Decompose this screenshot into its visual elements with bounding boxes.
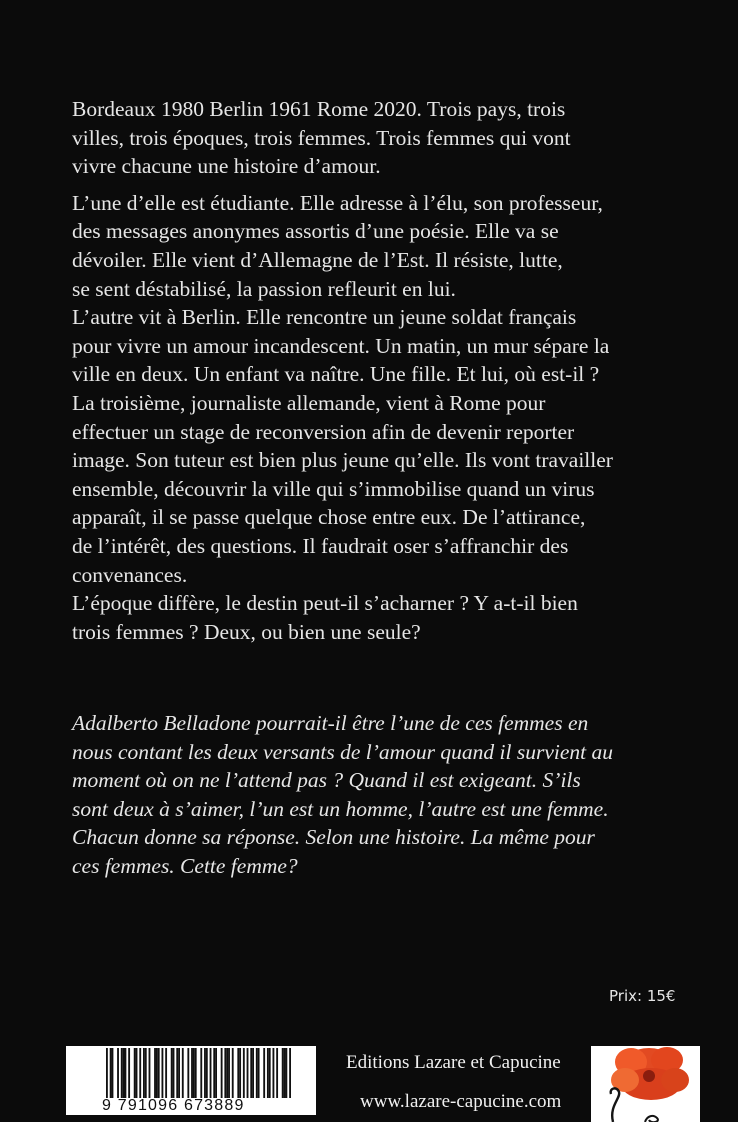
barcode-bar [128, 1048, 130, 1098]
barcode-bars [106, 1048, 296, 1098]
barcode-bar [158, 1048, 160, 1098]
barcode-bar [284, 1048, 286, 1098]
barcode-bar [243, 1048, 245, 1098]
synopsis-paragraph: L’une d’elle est étudiante. Elle adresse à l’élu, son professeur, des messages anonymes assortis d’une poésie. Elle va se dévoiler. Elle vient d’Allemagne de l’Est. Il résiste, lutte, se sent déstabilisé, la passion refleurit en lui. L’autre vit à Berlin. Elle rencontre un jeune soldat français pour vivre un amour incandescent. Un matin, un mur sépare la ville en deux. Un enfant va naître. Une fille. Et lui, où est-il ? La troisième, journaliste allemande, vient à Rome pour effectuer un stage de reconversion afin de devenir reporter image. Son tuteur est bien plus jeune qu’elle. Ils vont travailler ensemble, découvrir la ville qui s’immobilise quand un virus apparaît, il se passe quelque chose entre eux. De l’attirance, de l’intérêt, des questions. Il faudrait oser s’affranchir des convenances. L’époque diffère, le destin peut-il s’acharner ? Y a-t-il bien trois femmes ? Deux, ou bien une seule? [72, 190, 613, 644]
flower-petals [611, 1047, 689, 1100]
barcode-bar [123, 1048, 125, 1098]
barcode-bar [165, 1048, 167, 1098]
barcode-bar [282, 1048, 284, 1098]
barcode-bar [228, 1048, 230, 1098]
barcode [66, 1046, 316, 1115]
barcode-bar [258, 1048, 260, 1098]
barcode-bar [224, 1048, 226, 1098]
barcode-bar [250, 1048, 252, 1098]
barcode-bar [226, 1048, 228, 1098]
barcode-bar [273, 1048, 275, 1098]
barcode-bar [263, 1048, 265, 1098]
price-label: Prix: 15€ [609, 987, 676, 1005]
barcode-bar [213, 1048, 215, 1098]
barcode-bar [139, 1048, 141, 1098]
flower-stem [611, 1088, 620, 1122]
barcode-bar [221, 1048, 223, 1098]
barcode-bar [252, 1048, 254, 1098]
barcode-bar [195, 1048, 197, 1098]
barcode-bar [149, 1048, 151, 1098]
barcode-bar [162, 1048, 164, 1098]
barcode-bar [247, 1048, 249, 1098]
barcode-bar [232, 1048, 234, 1098]
barcode-bar [112, 1048, 114, 1098]
barcode-bar [237, 1048, 239, 1098]
isbn-digits: 9 791096 673889 [102, 1097, 245, 1114]
barcode-bar [173, 1048, 175, 1098]
barcode-bar [136, 1048, 138, 1098]
barcode-bar [121, 1048, 123, 1098]
barcode-bar [182, 1048, 184, 1098]
barcode-bar [154, 1048, 156, 1098]
barcode-bar [134, 1048, 136, 1098]
barcode-bar [176, 1048, 178, 1098]
italic-quote-paragraph: Adalberto Belladone pourrait-il être l’une de ces femmes en nous contant les deux versants de l’amour quand il survient au moment où on ne l’attend pas ? Quand il est exigeant. S’ils sont deux à s’aimer, l’un est un homme, l’autre est une femme. Chacun donne sa réponse. Selon une histoire. La même pour ces femmes. Cette femme? [72, 711, 614, 878]
barcode-bar [206, 1048, 208, 1098]
barcode-bar [178, 1048, 180, 1098]
barcode-bar [110, 1048, 112, 1098]
barcode-bar [204, 1048, 206, 1098]
barcode-bar [187, 1048, 189, 1098]
barcode-bar [156, 1048, 158, 1098]
barcode-bar [256, 1048, 258, 1098]
barcode-bar [117, 1048, 119, 1098]
barcode-bar [171, 1048, 173, 1098]
barcode-bar [269, 1048, 271, 1098]
barcode-bar [289, 1048, 291, 1098]
barcode-bar [200, 1048, 202, 1098]
barcode-bar [143, 1048, 145, 1098]
publisher-website: www.lazare-capucine.com [360, 1091, 562, 1112]
barcode-bar [145, 1048, 147, 1098]
barcode-bar [285, 1048, 287, 1098]
barcode-bar [193, 1048, 195, 1098]
publisher-name: Editions Lazare et Capucine [346, 1052, 561, 1073]
barcode-bar [215, 1048, 217, 1098]
barcode-bar [191, 1048, 193, 1098]
red-flower-logo-icon [591, 1046, 700, 1122]
barcode-bar [125, 1048, 127, 1098]
barcode-bar [210, 1048, 212, 1098]
intro-paragraph: Bordeaux 1980 Berlin 1961 Rome 2020. Trois pays, trois villes, trois époques, trois femmes. Trois femmes qui vont vivre chacune une histoire d’amour. [72, 97, 571, 179]
barcode-bar [106, 1048, 108, 1098]
barcode-bar [276, 1048, 278, 1098]
barcode-bar [239, 1048, 241, 1098]
barcode-bar [267, 1048, 269, 1098]
back-cover-blurb [72, 95, 684, 646]
